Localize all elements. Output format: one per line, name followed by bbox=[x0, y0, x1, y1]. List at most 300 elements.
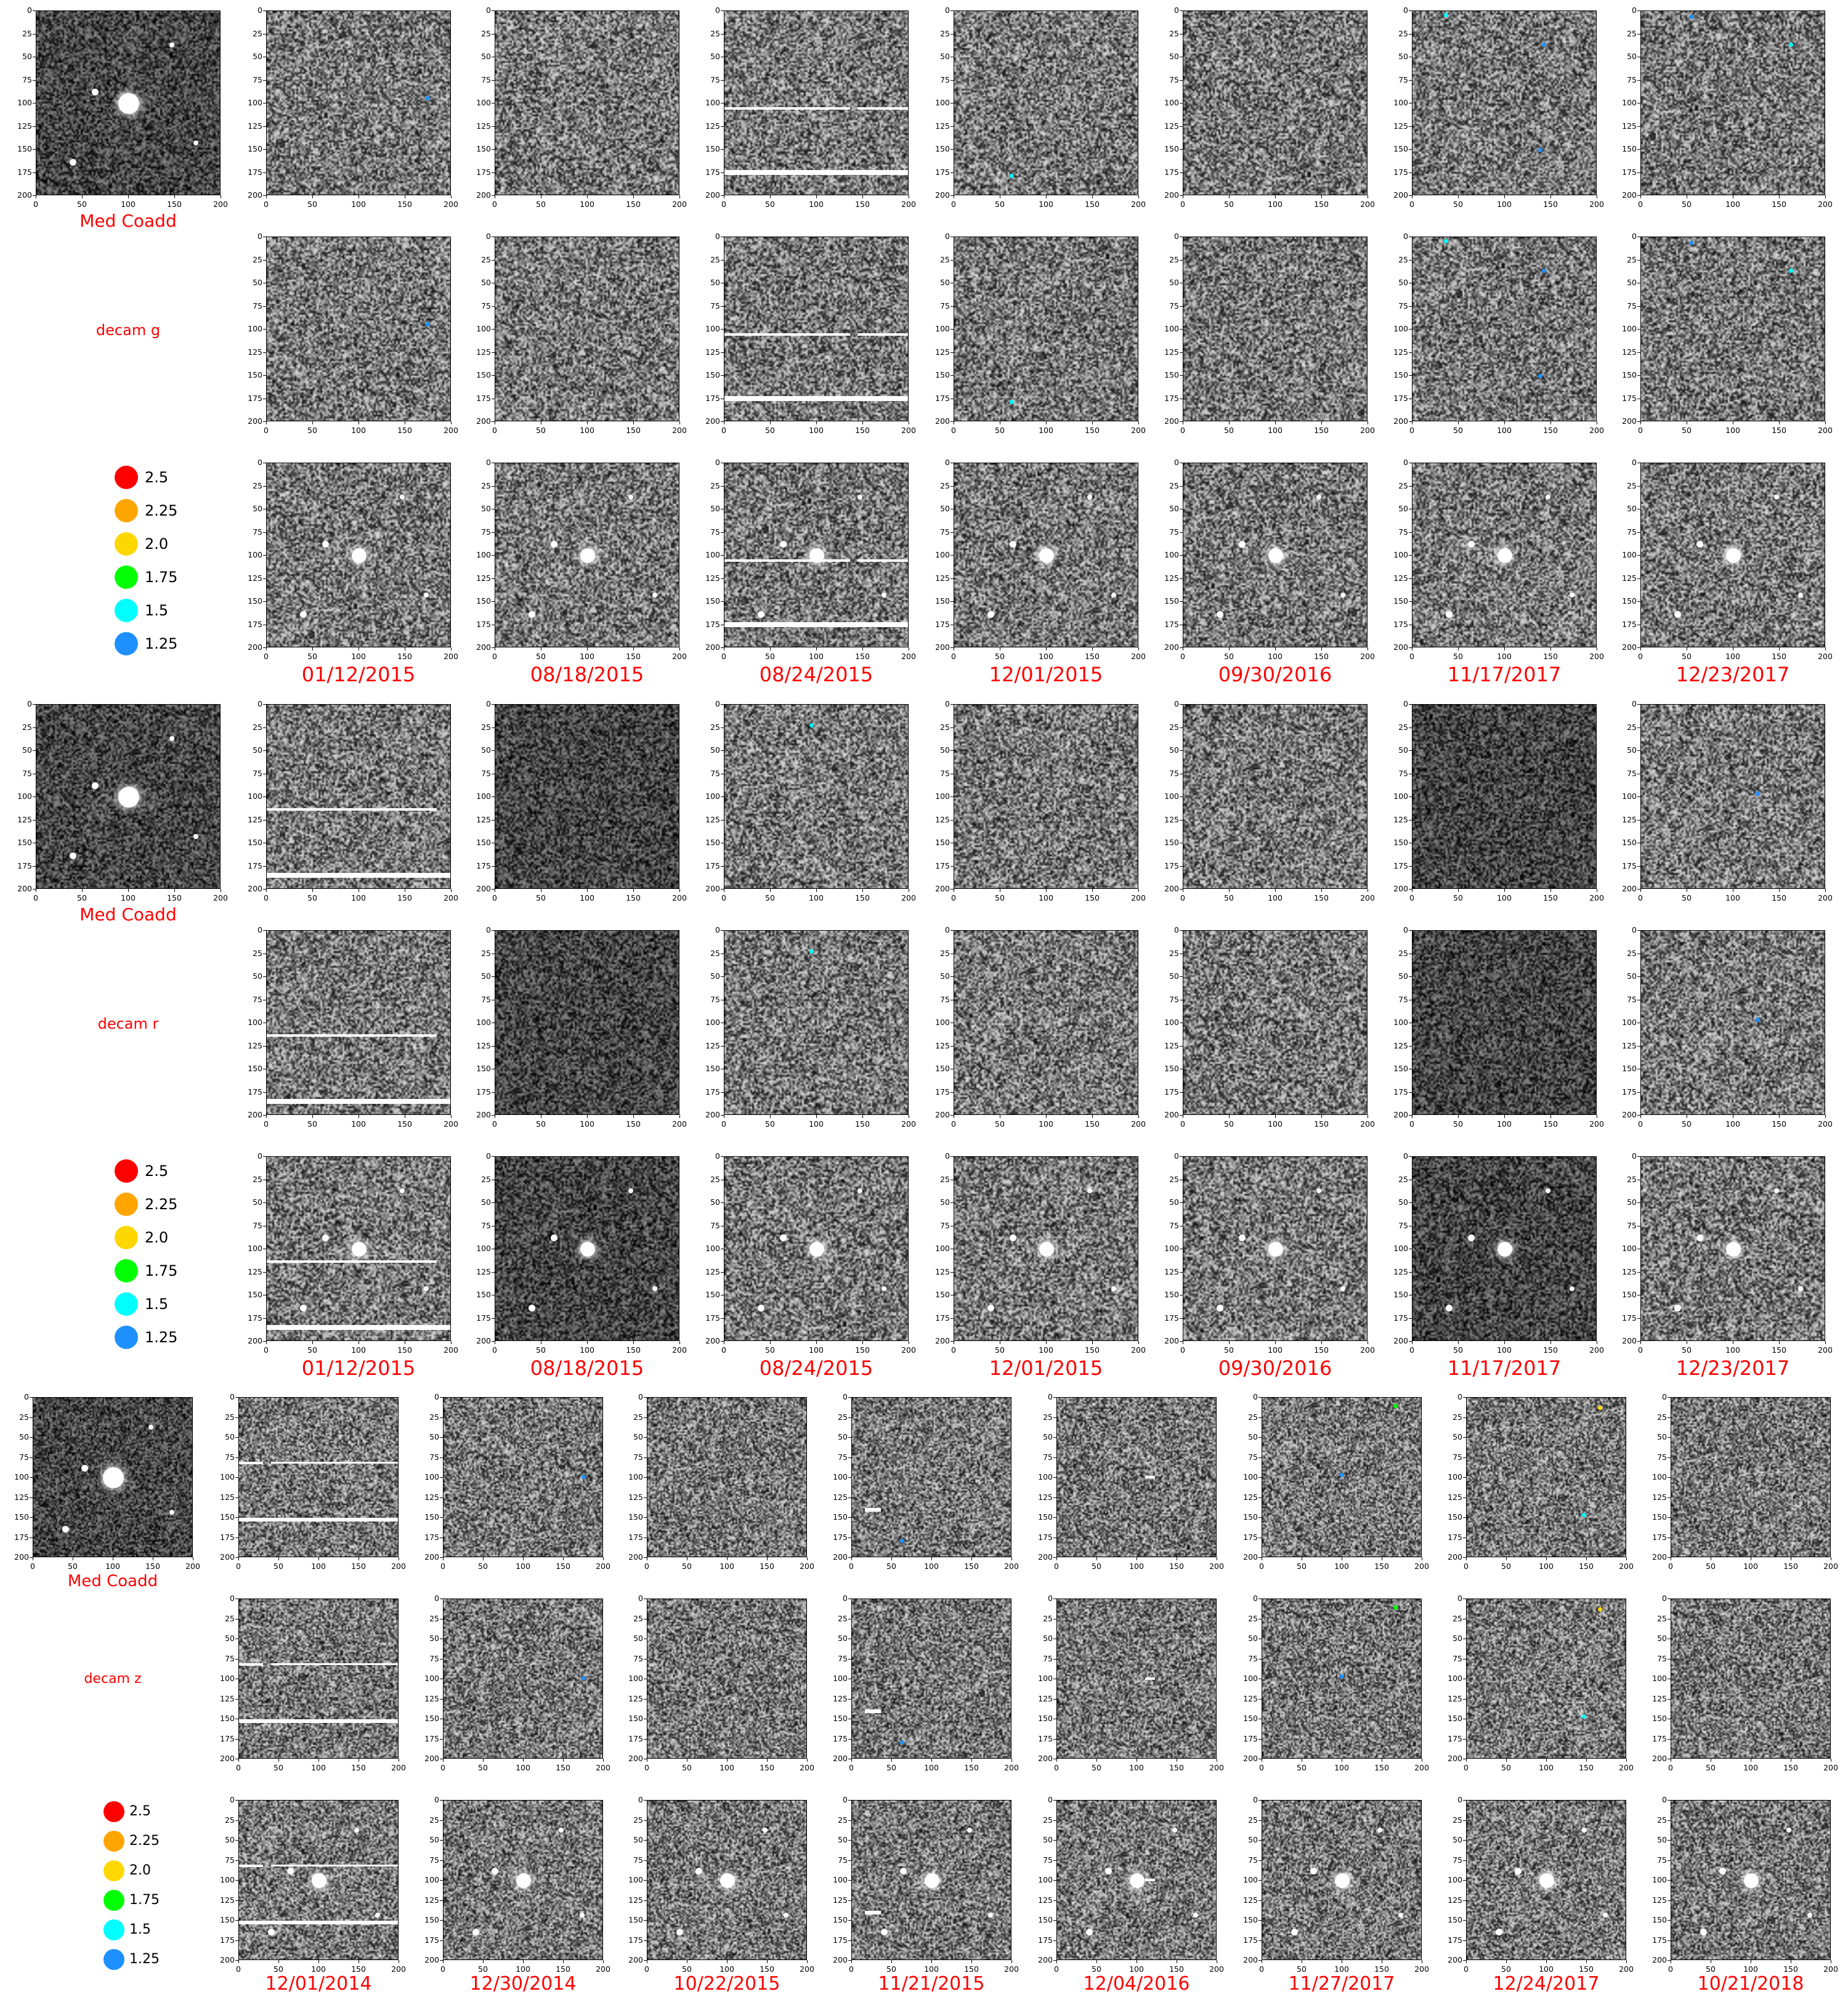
x-tick-mark bbox=[266, 647, 267, 650]
x-tick-mark bbox=[1458, 889, 1459, 892]
background-star bbox=[551, 1234, 557, 1241]
y-tick-mark bbox=[1409, 820, 1412, 821]
y-tick-label: 75 bbox=[838, 1653, 848, 1663]
y-tick-label: 25 bbox=[1627, 722, 1637, 732]
y-tick-label: 175 bbox=[1393, 1087, 1408, 1096]
background-star bbox=[988, 1913, 993, 1918]
y-tick-mark bbox=[1463, 1417, 1466, 1418]
x-tick-mark bbox=[862, 1341, 863, 1344]
y-tick-label: 25 bbox=[940, 254, 950, 264]
y-tick-label: 200 bbox=[1038, 1754, 1053, 1763]
x-tick-mark bbox=[770, 421, 771, 424]
y-tick-label: 75 bbox=[940, 301, 950, 310]
y-tick-mark bbox=[1180, 1046, 1183, 1047]
image-panel bbox=[1652, 1594, 1848, 1783]
x-tick-label: 50 bbox=[1682, 893, 1692, 902]
y-tick-mark bbox=[1180, 329, 1183, 330]
x-tick-mark bbox=[1275, 195, 1276, 198]
x-tick-label: 50 bbox=[1453, 1345, 1463, 1355]
y-tick-mark bbox=[492, 352, 495, 353]
y-tick-mark bbox=[721, 149, 724, 150]
noise-texture bbox=[1641, 931, 1825, 1114]
detector-streak bbox=[724, 170, 909, 175]
image-panel bbox=[1164, 699, 1404, 914]
x-tick-label: 100 bbox=[809, 652, 824, 661]
y-tick-label: 100 bbox=[17, 98, 32, 107]
noise-texture bbox=[1412, 237, 1596, 421]
y-tick-mark bbox=[235, 1417, 238, 1418]
x-tick-label: 50 bbox=[1453, 426, 1463, 435]
image-panel bbox=[1622, 232, 1848, 446]
image-panel bbox=[935, 6, 1175, 220]
detection-marker bbox=[1542, 43, 1546, 47]
y-tick-label: 125 bbox=[935, 814, 950, 824]
y-tick-label: 125 bbox=[220, 1693, 235, 1703]
y-tick-mark bbox=[1637, 375, 1640, 376]
y-tick-label: 100 bbox=[833, 1472, 848, 1481]
y-tick-label: 50 bbox=[633, 1432, 643, 1441]
cutout-image bbox=[1640, 463, 1825, 647]
y-tick-label: 150 bbox=[1652, 1512, 1667, 1522]
y-tick-label: 200 bbox=[1622, 190, 1637, 200]
y-tick-mark bbox=[1409, 306, 1412, 307]
noise-texture bbox=[724, 11, 908, 195]
x-tick-label: 50 bbox=[1706, 1763, 1716, 1772]
image-panel bbox=[248, 925, 488, 1140]
y-tick-mark bbox=[1409, 1046, 1412, 1047]
x-tick-label: 100 bbox=[1039, 200, 1053, 209]
y-tick-label: 0 bbox=[1403, 1151, 1408, 1161]
background-star bbox=[987, 1305, 994, 1311]
x-tick-label: 150 bbox=[351, 1763, 366, 1772]
y-tick-label: 50 bbox=[1043, 1835, 1053, 1844]
x-tick-label: 200 bbox=[672, 1345, 687, 1355]
cutout-image bbox=[266, 1156, 451, 1341]
y-tick-label: 75 bbox=[1398, 527, 1408, 537]
y-tick-label: 175 bbox=[1164, 861, 1179, 870]
detection-marker bbox=[1010, 174, 1014, 178]
x-tick-label: 0 bbox=[33, 893, 38, 902]
y-tick-mark bbox=[1668, 1699, 1671, 1700]
y-tick-label: 150 bbox=[935, 596, 950, 606]
background-star bbox=[193, 140, 198, 145]
x-tick-mark bbox=[1046, 647, 1047, 650]
image-panel bbox=[1038, 1795, 1254, 1985]
y-tick-label: 0 bbox=[1174, 232, 1179, 241]
epoch-date-label: 12/24/2017 bbox=[1493, 1973, 1600, 1995]
y-tick-label: 200 bbox=[1243, 1754, 1258, 1763]
x-tick-mark bbox=[587, 421, 588, 424]
y-tick-mark bbox=[644, 1517, 647, 1518]
detection-marker bbox=[582, 1676, 586, 1680]
cutout-image bbox=[954, 704, 1138, 889]
background-star bbox=[169, 1510, 174, 1515]
x-tick-label: 150 bbox=[1783, 1562, 1798, 1571]
x-tick-mark bbox=[563, 1557, 564, 1560]
background-star bbox=[1446, 611, 1453, 618]
x-tick-label: 150 bbox=[397, 652, 412, 661]
x-tick-mark bbox=[1458, 1115, 1459, 1118]
x-tick-mark bbox=[1056, 1960, 1057, 1963]
y-tick-label: 75 bbox=[1453, 1855, 1462, 1865]
x-tick-mark bbox=[807, 1759, 808, 1762]
y-tick-label: 125 bbox=[1164, 1040, 1179, 1050]
y-tick-mark bbox=[492, 532, 495, 533]
image-panel bbox=[248, 699, 488, 914]
x-tick-label: 50 bbox=[307, 1345, 317, 1355]
y-tick-label: 75 bbox=[1398, 1220, 1408, 1230]
x-tick-mark bbox=[1138, 1115, 1139, 1118]
x-tick-mark bbox=[851, 1557, 852, 1560]
cutout-image bbox=[647, 1397, 807, 1557]
y-tick-mark bbox=[950, 352, 954, 353]
x-tick-mark bbox=[1046, 195, 1047, 198]
y-tick-mark bbox=[1258, 1920, 1262, 1921]
x-tick-mark bbox=[1458, 421, 1459, 424]
x-tick-label: 0 bbox=[721, 1119, 726, 1129]
y-tick-label: 75 bbox=[481, 527, 491, 537]
x-tick-label: 50 bbox=[274, 1562, 283, 1571]
y-tick-label: 75 bbox=[1248, 1452, 1258, 1462]
y-tick-label: 0 bbox=[1048, 1594, 1053, 1603]
y-tick-label: 125 bbox=[833, 1693, 848, 1703]
x-tick-label: 200 bbox=[596, 1964, 610, 1974]
y-tick-mark bbox=[721, 1046, 724, 1047]
y-tick-label: 100 bbox=[1622, 1018, 1637, 1027]
x-tick-label: 100 bbox=[1497, 1345, 1512, 1355]
y-tick-label: 150 bbox=[1622, 144, 1637, 153]
x-tick-mark bbox=[1779, 1115, 1780, 1118]
x-tick-label: 100 bbox=[351, 200, 366, 209]
image-panel bbox=[1622, 6, 1848, 220]
detection-marker bbox=[900, 1740, 904, 1745]
y-tick-mark bbox=[721, 704, 724, 705]
y-tick-label: 0 bbox=[638, 1594, 643, 1603]
y-tick-label: 150 bbox=[705, 370, 720, 379]
background-star bbox=[92, 782, 99, 789]
y-tick-label: 150 bbox=[220, 1714, 235, 1723]
x-tick-label: 50 bbox=[478, 1562, 488, 1571]
y-tick-label: 200 bbox=[14, 1552, 29, 1562]
y-tick-mark bbox=[1409, 375, 1412, 376]
x-tick-mark bbox=[816, 889, 817, 892]
y-tick-mark bbox=[30, 1437, 33, 1438]
y-tick-mark bbox=[235, 1457, 238, 1458]
y-tick-mark bbox=[848, 1477, 851, 1478]
x-tick-mark bbox=[174, 195, 175, 198]
y-tick-label: 75 bbox=[253, 994, 262, 1004]
x-tick-label: 200 bbox=[800, 1763, 814, 1772]
y-tick-mark bbox=[1668, 1920, 1671, 1921]
y-tick-mark bbox=[1409, 1092, 1412, 1093]
y-tick-label: 200 bbox=[705, 642, 720, 652]
x-tick-label: 150 bbox=[556, 1562, 570, 1571]
x-tick-mark bbox=[770, 647, 771, 650]
x-tick-label: 50 bbox=[274, 1763, 283, 1772]
x-tick-label: 200 bbox=[672, 1119, 687, 1129]
y-tick-label: 25 bbox=[1453, 1613, 1462, 1623]
x-tick-label: 100 bbox=[1725, 893, 1740, 902]
cutout-image bbox=[1183, 10, 1368, 195]
y-tick-mark bbox=[263, 976, 266, 977]
x-tick-label: 150 bbox=[760, 1964, 774, 1974]
y-tick-mark bbox=[1668, 1800, 1671, 1801]
y-tick-label: 175 bbox=[17, 861, 32, 870]
y-tick-mark bbox=[1637, 727, 1640, 728]
x-tick-mark bbox=[1779, 1341, 1780, 1344]
y-tick-mark bbox=[1180, 486, 1183, 487]
image-panel bbox=[1622, 699, 1848, 914]
epoch-date-label: 12/23/2017 bbox=[1676, 663, 1790, 686]
y-tick-label: 150 bbox=[248, 838, 262, 847]
x-tick-label: 100 bbox=[1039, 652, 1053, 661]
legend-marker bbox=[103, 1801, 124, 1822]
x-tick-label: 50 bbox=[1092, 1562, 1101, 1571]
x-tick-label: 200 bbox=[1209, 1763, 1224, 1772]
x-tick-label: 200 bbox=[1414, 1562, 1429, 1571]
x-tick-label: 100 bbox=[1039, 1345, 1053, 1355]
x-tick-label: 0 bbox=[492, 1119, 497, 1129]
y-tick-label: 25 bbox=[1169, 722, 1179, 732]
y-tick-label: 0 bbox=[715, 6, 720, 15]
y-tick-label: 125 bbox=[476, 347, 491, 357]
cutout-image bbox=[1412, 463, 1597, 647]
y-tick-label: 100 bbox=[935, 792, 950, 801]
legend-marker bbox=[115, 1159, 138, 1183]
x-tick-label: 0 bbox=[1180, 1119, 1185, 1129]
x-tick-mark bbox=[1550, 647, 1551, 650]
x-tick-label: 0 bbox=[644, 1964, 649, 1974]
x-tick-label: 0 bbox=[951, 1119, 956, 1129]
y-tick-label: 0 bbox=[1662, 1594, 1667, 1603]
y-tick-label: 25 bbox=[838, 1815, 848, 1825]
x-tick-label: 50 bbox=[1297, 1763, 1307, 1772]
y-tick-mark bbox=[1180, 260, 1183, 261]
x-tick-label: 100 bbox=[1539, 1763, 1554, 1772]
y-tick-label: 175 bbox=[1622, 619, 1637, 629]
y-tick-label: 50 bbox=[1169, 971, 1179, 981]
y-tick-mark bbox=[492, 10, 495, 11]
y-tick-label: 100 bbox=[476, 792, 491, 801]
x-tick-mark bbox=[1458, 647, 1459, 650]
x-tick-mark bbox=[1825, 889, 1826, 892]
x-tick-label: 50 bbox=[886, 1964, 896, 1974]
y-tick-label: 200 bbox=[1164, 1336, 1179, 1345]
x-tick-mark bbox=[1138, 195, 1139, 198]
x-tick-label: 200 bbox=[1818, 200, 1833, 209]
noise-texture bbox=[724, 237, 908, 421]
x-tick-label: 200 bbox=[596, 1763, 610, 1772]
y-tick-label: 100 bbox=[1038, 1674, 1053, 1683]
y-tick-label: 0 bbox=[1174, 1151, 1179, 1161]
x-tick-label: 0 bbox=[492, 893, 497, 902]
x-tick-mark bbox=[451, 647, 452, 650]
detector-streak bbox=[724, 333, 850, 336]
detection-marker bbox=[1789, 269, 1793, 273]
y-tick-label: 100 bbox=[705, 792, 720, 801]
cutout-image bbox=[1183, 237, 1368, 421]
y-tick-mark bbox=[440, 1477, 443, 1478]
y-tick-mark bbox=[1668, 1840, 1671, 1841]
y-tick-mark bbox=[1053, 1437, 1056, 1438]
y-tick-label: 200 bbox=[476, 1110, 491, 1119]
y-tick-label: 200 bbox=[833, 1955, 848, 1964]
cutout-image bbox=[495, 237, 679, 421]
legend-label: 2.25 bbox=[129, 1833, 160, 1849]
y-tick-label: 175 bbox=[424, 1733, 439, 1743]
cutout-image bbox=[495, 463, 679, 647]
image-panel bbox=[1393, 458, 1634, 672]
y-tick-mark bbox=[235, 1900, 238, 1901]
x-tick-label: 0 bbox=[1638, 1345, 1643, 1355]
x-tick-label: 200 bbox=[185, 1562, 200, 1571]
x-tick-label: 100 bbox=[1725, 426, 1740, 435]
background-star bbox=[529, 1305, 535, 1311]
y-tick-label: 175 bbox=[220, 1935, 235, 1945]
x-tick-label: 200 bbox=[1360, 426, 1375, 435]
cutout-image bbox=[33, 1397, 193, 1557]
y-tick-label: 100 bbox=[476, 98, 491, 107]
x-tick-label: 100 bbox=[1539, 1964, 1554, 1974]
background-star bbox=[1398, 1913, 1403, 1918]
x-tick-mark bbox=[1825, 421, 1826, 424]
legend-marker bbox=[115, 499, 138, 522]
y-tick-label: 0 bbox=[486, 232, 491, 241]
y-tick-label: 200 bbox=[248, 642, 262, 652]
x-tick-label: 150 bbox=[397, 200, 412, 209]
y-tick-mark bbox=[263, 866, 266, 867]
image-panel bbox=[424, 1392, 640, 1582]
y-tick-mark bbox=[1180, 306, 1183, 307]
cutout-image bbox=[647, 1599, 807, 1759]
detector-streak bbox=[267, 1099, 451, 1104]
x-tick-label: 50 bbox=[1706, 1562, 1716, 1571]
y-tick-label: 75 bbox=[253, 301, 262, 310]
y-tick-label: 75 bbox=[253, 527, 262, 537]
noise-texture bbox=[1057, 1599, 1216, 1758]
y-tick-label: 200 bbox=[1393, 642, 1408, 652]
y-tick-mark bbox=[950, 1156, 954, 1157]
y-tick-label: 125 bbox=[1622, 121, 1637, 131]
x-tick-label: 50 bbox=[1501, 1562, 1511, 1571]
y-tick-label: 50 bbox=[429, 1835, 439, 1844]
y-tick-label: 150 bbox=[1038, 1512, 1053, 1522]
y-tick-mark bbox=[440, 1880, 443, 1881]
y-tick-mark bbox=[263, 727, 266, 728]
detection-marker bbox=[1444, 239, 1448, 243]
y-tick-mark bbox=[33, 126, 36, 127]
y-tick-mark bbox=[950, 306, 954, 307]
y-tick-label: 200 bbox=[248, 416, 262, 426]
cutout-image bbox=[1640, 237, 1825, 421]
y-tick-mark bbox=[1409, 329, 1412, 330]
y-tick-mark bbox=[1463, 1699, 1466, 1700]
image-panel bbox=[1243, 1392, 1459, 1582]
y-tick-label: 125 bbox=[1164, 347, 1179, 357]
y-tick-mark bbox=[1180, 796, 1183, 797]
background-star bbox=[1316, 1188, 1321, 1193]
y-tick-label: 125 bbox=[705, 1040, 720, 1050]
y-tick-label: 100 bbox=[424, 1472, 439, 1481]
x-tick-label: 200 bbox=[800, 1562, 814, 1571]
background-star bbox=[529, 611, 535, 618]
y-tick-label: 75 bbox=[1169, 75, 1179, 84]
y-tick-mark bbox=[1053, 1699, 1056, 1700]
source-blob bbox=[312, 1873, 326, 1888]
detection-marker bbox=[1789, 43, 1793, 47]
x-tick-label: 200 bbox=[901, 1119, 916, 1129]
detector-streak bbox=[1145, 1879, 1155, 1881]
y-tick-mark bbox=[440, 1699, 443, 1700]
y-tick-label: 0 bbox=[715, 232, 720, 241]
x-tick-label: 200 bbox=[1823, 1562, 1838, 1571]
x-tick-mark bbox=[523, 1960, 524, 1963]
y-tick-label: 100 bbox=[476, 1244, 491, 1253]
x-tick-label: 100 bbox=[1129, 1964, 1144, 1974]
x-tick-mark bbox=[1138, 421, 1139, 424]
y-tick-label: 50 bbox=[1453, 1835, 1462, 1844]
y-tick-label: 100 bbox=[628, 1875, 643, 1884]
y-tick-mark bbox=[721, 10, 724, 11]
y-tick-label: 175 bbox=[248, 1313, 262, 1323]
y-tick-label: 75 bbox=[481, 75, 491, 84]
x-tick-label: 0 bbox=[492, 200, 497, 209]
y-tick-mark bbox=[263, 126, 266, 127]
x-tick-label: 0 bbox=[1409, 893, 1414, 902]
x-tick-label: 100 bbox=[580, 200, 594, 209]
background-star bbox=[169, 736, 174, 741]
y-tick-label: 200 bbox=[628, 1955, 643, 1964]
y-tick-label: 25 bbox=[253, 254, 262, 264]
y-tick-label: 175 bbox=[476, 1087, 491, 1096]
x-tick-mark bbox=[1321, 647, 1322, 650]
y-tick-label: 25 bbox=[481, 254, 491, 264]
y-tick-label: 125 bbox=[424, 1492, 439, 1502]
y-tick-label: 100 bbox=[1622, 792, 1637, 801]
x-tick-label: 0 bbox=[1180, 200, 1185, 209]
y-tick-mark bbox=[1053, 1477, 1056, 1478]
x-tick-label: 50 bbox=[77, 200, 87, 209]
x-tick-label: 0 bbox=[1464, 1964, 1469, 1974]
image-panel bbox=[220, 1795, 436, 1985]
y-tick-mark bbox=[1180, 704, 1183, 705]
y-tick-label: 200 bbox=[705, 1110, 720, 1119]
y-tick-label: 100 bbox=[1393, 324, 1408, 333]
x-tick-label: 100 bbox=[809, 893, 824, 902]
y-tick-label: 125 bbox=[17, 121, 32, 131]
y-tick-label: 0 bbox=[230, 1795, 235, 1804]
x-tick-label: 150 bbox=[397, 1345, 412, 1355]
background-star bbox=[400, 495, 405, 500]
y-tick-mark bbox=[1180, 555, 1183, 556]
y-tick-mark bbox=[950, 555, 954, 556]
y-tick-label: 125 bbox=[14, 1492, 29, 1502]
x-tick-label: 100 bbox=[516, 1964, 530, 1974]
noise-texture bbox=[444, 1398, 602, 1557]
y-tick-label: 75 bbox=[1043, 1452, 1053, 1462]
y-tick-mark bbox=[492, 1092, 495, 1093]
y-tick-mark bbox=[1180, 1156, 1183, 1157]
y-tick-mark bbox=[1180, 10, 1183, 11]
y-tick-label: 125 bbox=[1448, 1693, 1462, 1703]
y-tick-mark bbox=[644, 1880, 647, 1881]
background-star bbox=[551, 541, 557, 548]
y-tick-label: 0 bbox=[1403, 925, 1408, 934]
y-tick-mark bbox=[848, 1880, 851, 1881]
y-tick-label: 150 bbox=[1393, 370, 1408, 379]
y-tick-label: 125 bbox=[248, 814, 262, 824]
x-tick-label: 100 bbox=[1268, 426, 1283, 435]
